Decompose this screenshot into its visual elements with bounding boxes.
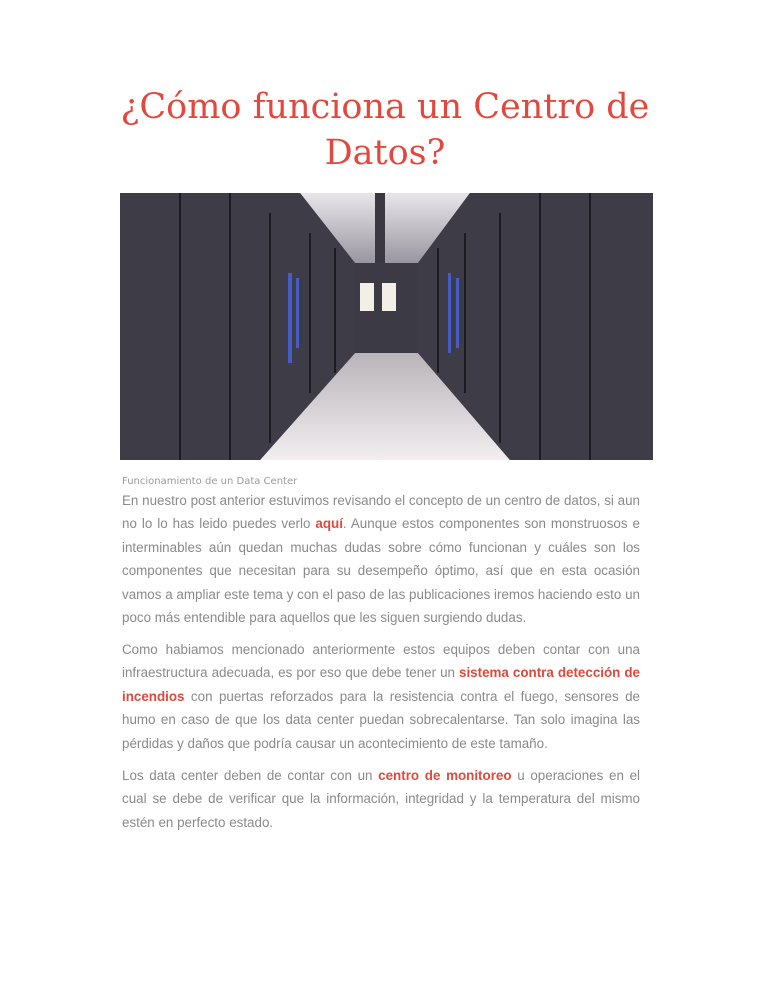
- image-caption: Funcionamiento de un Data Center: [122, 476, 298, 487]
- paragraph-monitoring: [122, 764, 640, 834]
- paragraph-fire-system: [122, 638, 640, 755]
- paragraph-text: Los data center deben de contar con un: [122, 768, 379, 783]
- page-title: ¿Cómo funciona un Centro de Datos?: [120, 87, 650, 173]
- paragraph-intro: [122, 489, 640, 629]
- paragraph-text: con puertas reforzados para la resistencia contra el fuego, sensores de humo en caso de que los data center puedan sobrecalentarse. Tan solo imagina las pérdidas y daños que podría causar un acontecimiento de este tamaño.: [122, 688, 640, 751]
- paragraph-text: . Aunque estos componentes son monstruosos e interminables aún quedan muchas dudas sobre cómo funcionan y cuáles son los componentes que necesitan para su desempeño óptimo, así que en esta ocasión vamos a ampliar este tema y con el paso de las publicaciones iremos haciendo esto un poco más entendible para aquellos que les siguen surgiendo dudas.: [122, 516, 640, 626]
- data-center-photo: [120, 193, 653, 460]
- highlight-monitoring-center: centro de monitoreo: [378, 768, 512, 783]
- paragraph-text: En nuestro post anterior estuvimos revisando el concepto de un centro de datos, si aun no lo lo has leido puedes verlo: [122, 493, 640, 532]
- link-aqui[interactable]: aquí: [315, 516, 343, 532]
- paragraph-text: u operaciones en el cual se debe de verificar que la información, integridad y la temperatura del mismo estén en perfecto estado.: [122, 768, 640, 830]
- paragraph-text: Como habiamos mencionado anteriormente estos equipos deben contar con una infraestructura adecuada, es por eso que debe tener un: [122, 642, 640, 681]
- highlight-fire-system: sistema contra detección de incendios: [122, 665, 641, 704]
